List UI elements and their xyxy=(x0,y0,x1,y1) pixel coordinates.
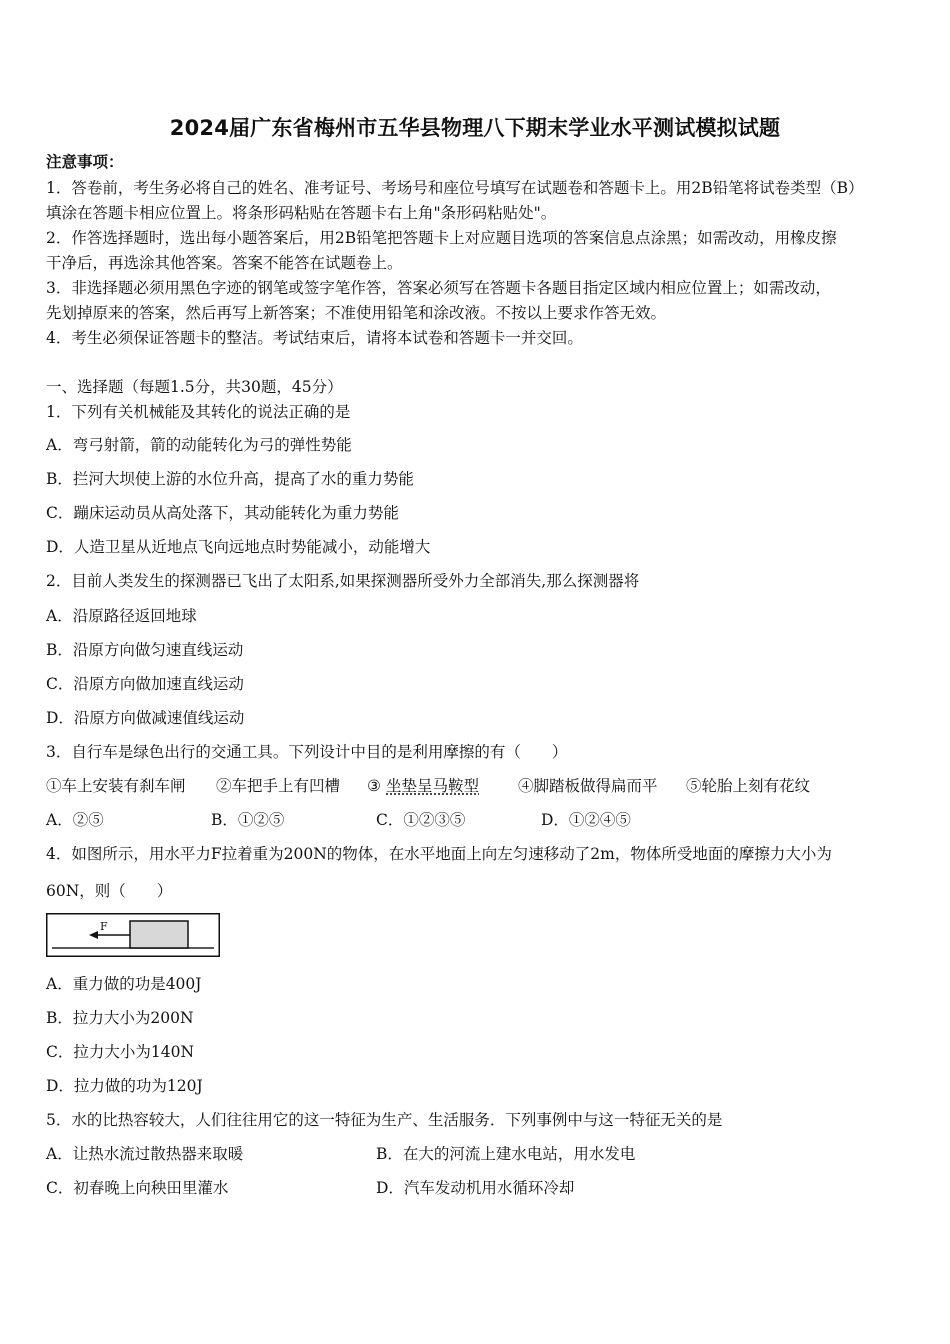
force-label: F xyxy=(100,920,108,933)
question-3-item: ①车上安装有刹车闸 xyxy=(46,777,186,795)
question-3-option-b: B．①②⑤ xyxy=(211,811,285,829)
question-5-option-a: A．让热水流过散热器来取暖 xyxy=(46,1145,244,1163)
question-4-option-c: C．拉力大小为140N xyxy=(46,1043,195,1061)
question-1-option-b: B．拦河大坝使上游的水位升高，提高了水的重力势能 xyxy=(46,470,414,488)
section-heading: 一、选择题（每题1.5分，共30题，45分） xyxy=(46,378,343,396)
block-object xyxy=(130,921,188,948)
question-3-item: ④脚踏板做得扁而平 xyxy=(518,777,658,795)
question-2-stem: 2．目前人类发生的探测器已飞出了太阳系,如果探测器所受外力全部消失,那么探测器将 xyxy=(46,572,640,590)
question-1-option-d: D．人造卫星从近地点飞向远地点时势能减小，动能增大 xyxy=(46,538,431,556)
question-2-option-d: D．沿原方向做减速值线运动 xyxy=(46,709,245,727)
question-4-stem-line2: 60N，则（ ） xyxy=(46,882,173,900)
notice-line: 2．作答选择题时，选出每小题答案后，用2B铅笔把答题卡上对应题目选项的答案信息点涂黑；如需改动，用橡皮擦 xyxy=(46,229,837,247)
notice-line: 填涂在答题卡相应位置上。将条形码粘贴在答题卡右上角"条形码粘贴处"。 xyxy=(46,204,557,222)
question-3-option-c: C．①②③⑤ xyxy=(376,811,466,829)
question-5-stem: 5．水的比热容较大，人们往往用它的这一特征为生产、生活服务．下列事例中与这一特征无关的是 xyxy=(46,1111,723,1129)
question-5-option-d: D．汽车发动机用水循环冷却 xyxy=(376,1179,575,1197)
question-1-option-a: A．弯弓射箭，箭的动能转化为弓的弹性势能 xyxy=(46,436,352,454)
question-2-option-b: B．沿原方向做匀速直线运动 xyxy=(46,641,244,659)
question-3-option-a: A．②⑤ xyxy=(46,811,104,829)
question-4-option-d: D．拉力做的功为120J xyxy=(46,1077,203,1095)
question-4-option-a: A．重力做的功是400J xyxy=(46,975,202,993)
question-4-figure xyxy=(46,913,220,957)
question-5-option-b: B．在大的河流上建水电站，用水发电 xyxy=(376,1145,636,1163)
question-3-item: 坐垫呈马鞍型 xyxy=(386,777,480,795)
question-5-option-c: C．初春晚上向秧田里灌水 xyxy=(46,1179,229,1197)
notice-line: 干净后，再选涂其他答案。答案不能答在试题卷上。 xyxy=(46,254,403,272)
question-3-item: ③ xyxy=(367,777,381,795)
question-4-option-b: B．拉力大小为200N xyxy=(46,1009,194,1027)
question-2-option-a: A．沿原路径返回地球 xyxy=(46,607,197,625)
question-3-option-d: D．①②④⑤ xyxy=(541,811,631,829)
question-3-stem: 3．自行车是绿色出行的交通工具。下列设计中目的是利用摩擦的有（ ） xyxy=(46,743,568,761)
notice-line: 4．考生必须保证答题卡的整洁。考试结束后，请将本试卷和答题卡一并交回。 xyxy=(46,329,583,347)
question-1-option-c: C．蹦床运动员从高处落下，其动能转化为重力势能 xyxy=(46,504,399,522)
question-3-item: ②车把手上有凹槽 xyxy=(216,777,341,795)
question-1-stem: 1．下列有关机械能及其转化的说法正确的是 xyxy=(46,403,351,421)
question-4-stem-line1: 4．如图所示，用水平力F拉着重为200N的物体，在水平地面上向左匀速移动了2m，物体所受地面的摩擦力大小为 xyxy=(46,845,832,863)
notice-line: 1．答卷前，考生务必将自己的姓名、准考证号、考场号和座位号填写在试题卷和答题卡上。用2B铅笔将试卷类型（B） xyxy=(46,179,864,197)
notice-line: 先划掉原来的答案，然后再写上新答案；不准使用铅笔和涂改液。不按以上要求作答无效。 xyxy=(46,304,667,322)
page-title: 2024届广东省梅州市五华县物理八下期末学业水平测试模拟试题 xyxy=(169,116,781,140)
question-3-item: ⑤轮胎上刻有花纹 xyxy=(686,777,811,795)
notice-line: 3．非选择题必须用黑色字迹的钢笔或签字笔作答，答案必须写在答题卡各题目指定区域内相应位置上；如需改动， xyxy=(46,279,831,297)
question-2-option-c: C．沿原方向做加速直线运动 xyxy=(46,675,244,693)
notice-heading: 注意事项： xyxy=(46,152,124,171)
